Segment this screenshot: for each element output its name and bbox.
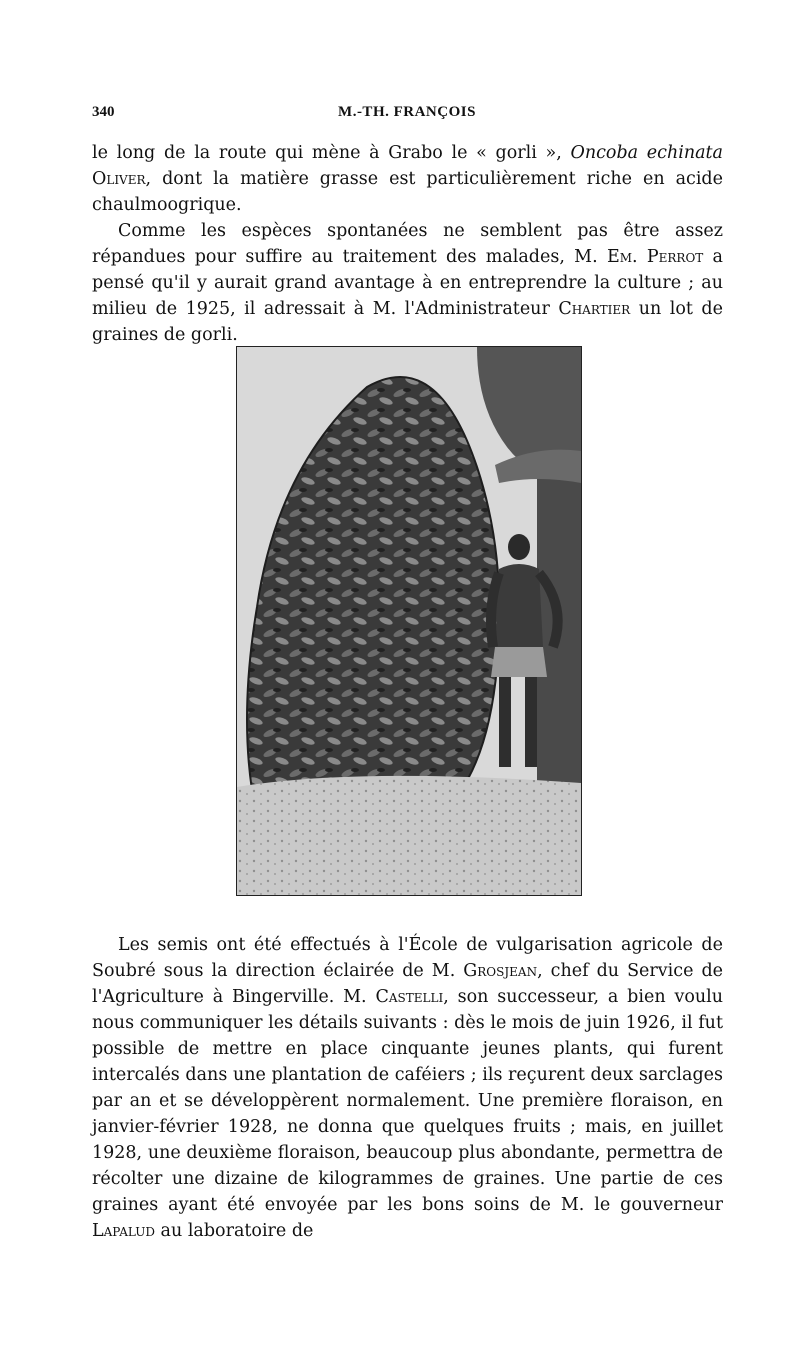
name-lapalud: Lapalud — [92, 1221, 155, 1241]
name-perrot: Em. Perrot — [606, 247, 704, 267]
p2-text-b: a pensé qu'il y aurait grand avantage à en entreprendre la culture ; au milieu de 1925, il adressait à M. l'Administrateur — [92, 247, 723, 319]
species-name: Oncoba echinata — [570, 143, 723, 163]
p2-text-c: un lot de graines de gorli. — [92, 299, 723, 345]
name-castelli: Castelli — [375, 987, 444, 1007]
p3-text-a: Les semis ont été effectués à l'École de vulgarisation agricole de Soubré sous la direction éclairée de M. — [92, 935, 723, 981]
page-header — [92, 104, 722, 126]
page-number: 340 — [92, 104, 115, 120]
p3-text-d: au laboratoire de — [154, 1221, 314, 1241]
paragraph-3 — [92, 932, 723, 1244]
author-name: Oliver — [92, 169, 146, 189]
paragraph-2 — [92, 218, 723, 348]
p1-text-b: , dont la matière grasse est particulièrement riche en acide chaulmoogrique. — [92, 169, 723, 215]
running-head: M.-TH. FRANÇOIS — [338, 104, 476, 120]
paragraph-1 — [92, 140, 723, 218]
p2-text-a: Comme les espèces spontanées ne semblent pas être assez répandues pour suffire au traitement des malades, M. — [92, 221, 723, 267]
p1-text-a: le long de la route qui mène à Grabo le « gorli », — [92, 143, 571, 163]
photo-illustration — [237, 347, 581, 895]
photograph — [236, 346, 582, 896]
name-grosjean: Grosjean — [463, 961, 538, 981]
p3-text-b: , chef du Service de l'Agriculture à Bingerville. M. — [92, 961, 723, 1007]
p3-text-c: , son successeur, a bien voulu nous communiquer les détails suivants : dès le mois de juin 1926, il fut possible de mettre en place cinquante jeunes plants, qui furent intercalés dans une plantation de caféiers ; ils reçurent deux sarclages par an et se développèrent normalement. Une première floraison, en janvier-février 1928, ne donna que quelques fruits ; mais, en juillet 1928, une deuxième floraison, beaucoup plus abondante, permettra de récolter une dizaine de kilogrammes de graines. Une partie de ces graines ayant été envoyée par les bons soins de M. le gouverneur — [92, 987, 723, 1215]
name-chartier: Chartier — [558, 299, 631, 319]
